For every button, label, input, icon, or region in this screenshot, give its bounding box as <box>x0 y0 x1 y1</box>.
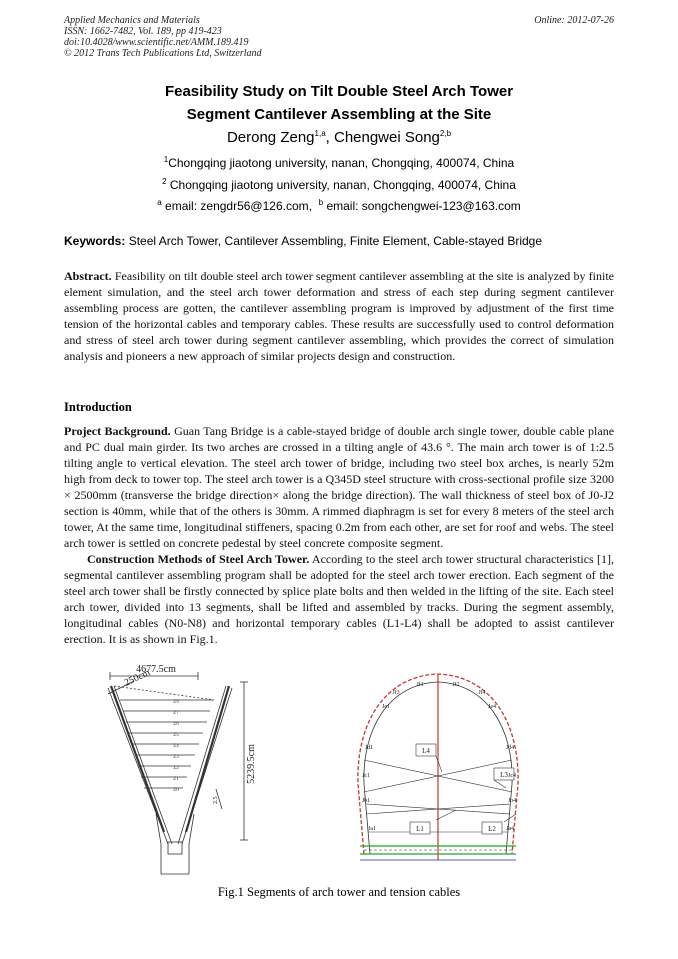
segment-label: Ja4 <box>506 826 514 832</box>
segment-label: Jc4 <box>508 773 516 779</box>
journal-header <box>64 15 262 59</box>
dim-offset-label: 250cm <box>122 667 152 689</box>
aff2-text: Chongqing jiaotong university, nanan, Chongqing, 400074, China <box>169 178 516 192</box>
level-label: Z0 <box>173 788 179 793</box>
figure-1-caption: Fig.1 Segments of arch tower and tension cables <box>217 885 461 899</box>
paragraph-project-background <box>64 423 614 551</box>
cable-label: L1 <box>416 825 424 833</box>
email-line <box>0 199 678 213</box>
segment-label: Jf4 <box>478 690 486 696</box>
keywords-text: Steel Arch Tower, Cantilever Assembling, Finite Element, Cable-stayed Bridge <box>128 234 543 248</box>
keywords <box>64 234 542 248</box>
dim-width-label: 4677.5cm <box>136 664 176 675</box>
cable-label: L3 <box>500 771 508 779</box>
segment-label: Je4 <box>488 704 496 710</box>
author-2: Chengwei Song <box>333 129 440 146</box>
paragraph-construction-methods <box>64 551 614 647</box>
level-label: Z4 <box>173 744 179 749</box>
doi-line[interactable]: doi:10.4028/www.scientific.net/AMM.189.419 <box>64 37 249 48</box>
left-arch-thick <box>111 686 229 832</box>
paper-title-line1: Feasibility Study on Tilt Double Steel Arch Tower <box>164 83 514 100</box>
abstract-text: Feasibility on tilt double steel arch tower segment cantilever assembling at the site is analyzed by finite element simulation, and the steel arch tower deformation and stress of each step during segment cantilever assembling process are gotten, the cantilever assembling program is improved by adjustment of the first time tension of the horizontal cables and temporary cables. These results are successfully used to control deformation and stress of steel arch tower during segment cantilever assembling, which provides the correct of simulation analysis and pioneers a new approach of similar projects design and construction. <box>64 269 615 363</box>
author-1: Derong Zeng <box>226 129 315 146</box>
cable-label: L4 <box>422 747 430 755</box>
p2-text: According to the steel arch tower structural characteristics [1], segmental cantilever assembling program shall be adopted for the steel arch tower erection. Each segment of the steel arch tower shall be firstly connected by splice plate bolts and then welded in the lifting of the site. Each steel arch tower, divided into 13 segments, shall be lifted and assembled by tracks. During the segment assembly, longitudinal cables (N0-N8) and horizontal temporary cables (L1-L4) shall be adopted to assist cantilever erection. It is as shown in Fig.1. <box>64 552 614 646</box>
aff2-sup: 2 <box>162 177 167 186</box>
keywords-label: Keywords: <box>64 234 126 248</box>
level-label: Z7 <box>173 711 179 716</box>
segment-label: Ja1 <box>368 826 376 832</box>
email-a-sup: a <box>157 198 162 207</box>
abstract <box>64 268 614 364</box>
aff1-sup: 1 <box>163 155 169 164</box>
p2-label: Construction Methods of Steel Arch Tower. <box>87 552 310 566</box>
segment-label: Je1 <box>382 704 390 710</box>
author-2-sup: 2,b <box>439 129 452 138</box>
author-line <box>0 129 678 146</box>
introduction-body <box>64 423 614 647</box>
author-1-sup: 1,a <box>314 129 326 138</box>
segment-label: Jb1 <box>361 798 371 804</box>
level-label: Z3 <box>173 755 179 760</box>
email-b[interactable]: email: songchengwei-123@163.com <box>326 199 521 213</box>
segment-label: Jd1 <box>364 745 374 751</box>
cable-label: L2 <box>488 825 496 833</box>
segment-label: Jf2 <box>452 682 460 688</box>
paper-title-line2: Segment Cantilever Assembling at the Site <box>186 106 492 123</box>
affiliation-1 <box>0 156 678 170</box>
level-label: Z6 <box>173 722 179 727</box>
segment-label: Jb4 <box>507 798 517 804</box>
online-date: Online: 2012-07-26 <box>534 15 614 26</box>
author-separator: , <box>325 129 334 146</box>
journal-name: Applied Mechanics and Materials <box>64 15 200 26</box>
segment-label: Jf3 <box>392 690 400 696</box>
dim-height-label: 5239.5cm <box>246 744 257 784</box>
cable-labels <box>416 747 508 833</box>
email-b-sup: b <box>318 198 324 207</box>
email-a[interactable]: email: zengdr56@126.com, <box>165 199 312 213</box>
level-label: Z5 <box>173 733 179 738</box>
copyright-line: © 2012 Trans Tech Publications Ltd, Switzerland <box>64 48 262 59</box>
level-label: Z9 <box>173 700 179 705</box>
segment-label: Jc1 <box>362 773 370 779</box>
level-label: Z2 <box>173 766 179 771</box>
level-labels <box>173 700 179 793</box>
issn-line: ISSN: 1662-7482, Vol. 189, pp 419-423 <box>64 26 222 37</box>
figure-1 <box>64 664 624 880</box>
aff1-text: Chongqing jiaotong university, nanan, Chongqing, 400074, China <box>168 156 515 170</box>
section-heading-introduction: Introduction <box>64 400 132 414</box>
abstract-label: Abstract. <box>64 269 112 283</box>
slope-label: 2.5 <box>213 796 219 804</box>
p1-text: Guan Tang Bridge is a cable-stayed bridge of double arch single tower, double cable plane and PC dual main girder. Its two arches are crossed in a tilting angle of 43.6 °. The main arch tower is of 1:2.5 tilting angle to vertical elevation. The steel arch tower of bridge, including two steel box arches, is nearly 52m high from deck to tower top. The steel arch tower is a Q345D steel structure with cross-sectional profile size 3200 × 2500mm (transverse the bridge direction× along the bridge direction). The wall thickness of steel box of J0-J2 section is 40mm, while that of the others is 30mm. A rimmed diaphragm is set for every 8 meters of the steel arch tower, At the same time, longitudinal stiffeners, spacing 0.2m from each other, are set for roof and webs. The steel arch tower is settled on concrete pedestal by steel concrete composite segment. <box>64 424 615 550</box>
level-label: Z1 <box>173 777 179 782</box>
segment-label: Jd4 <box>505 745 515 751</box>
p1-label: Project Background. <box>64 424 171 438</box>
segment-label: Jf1 <box>416 682 424 688</box>
affiliation-2 <box>0 178 678 192</box>
